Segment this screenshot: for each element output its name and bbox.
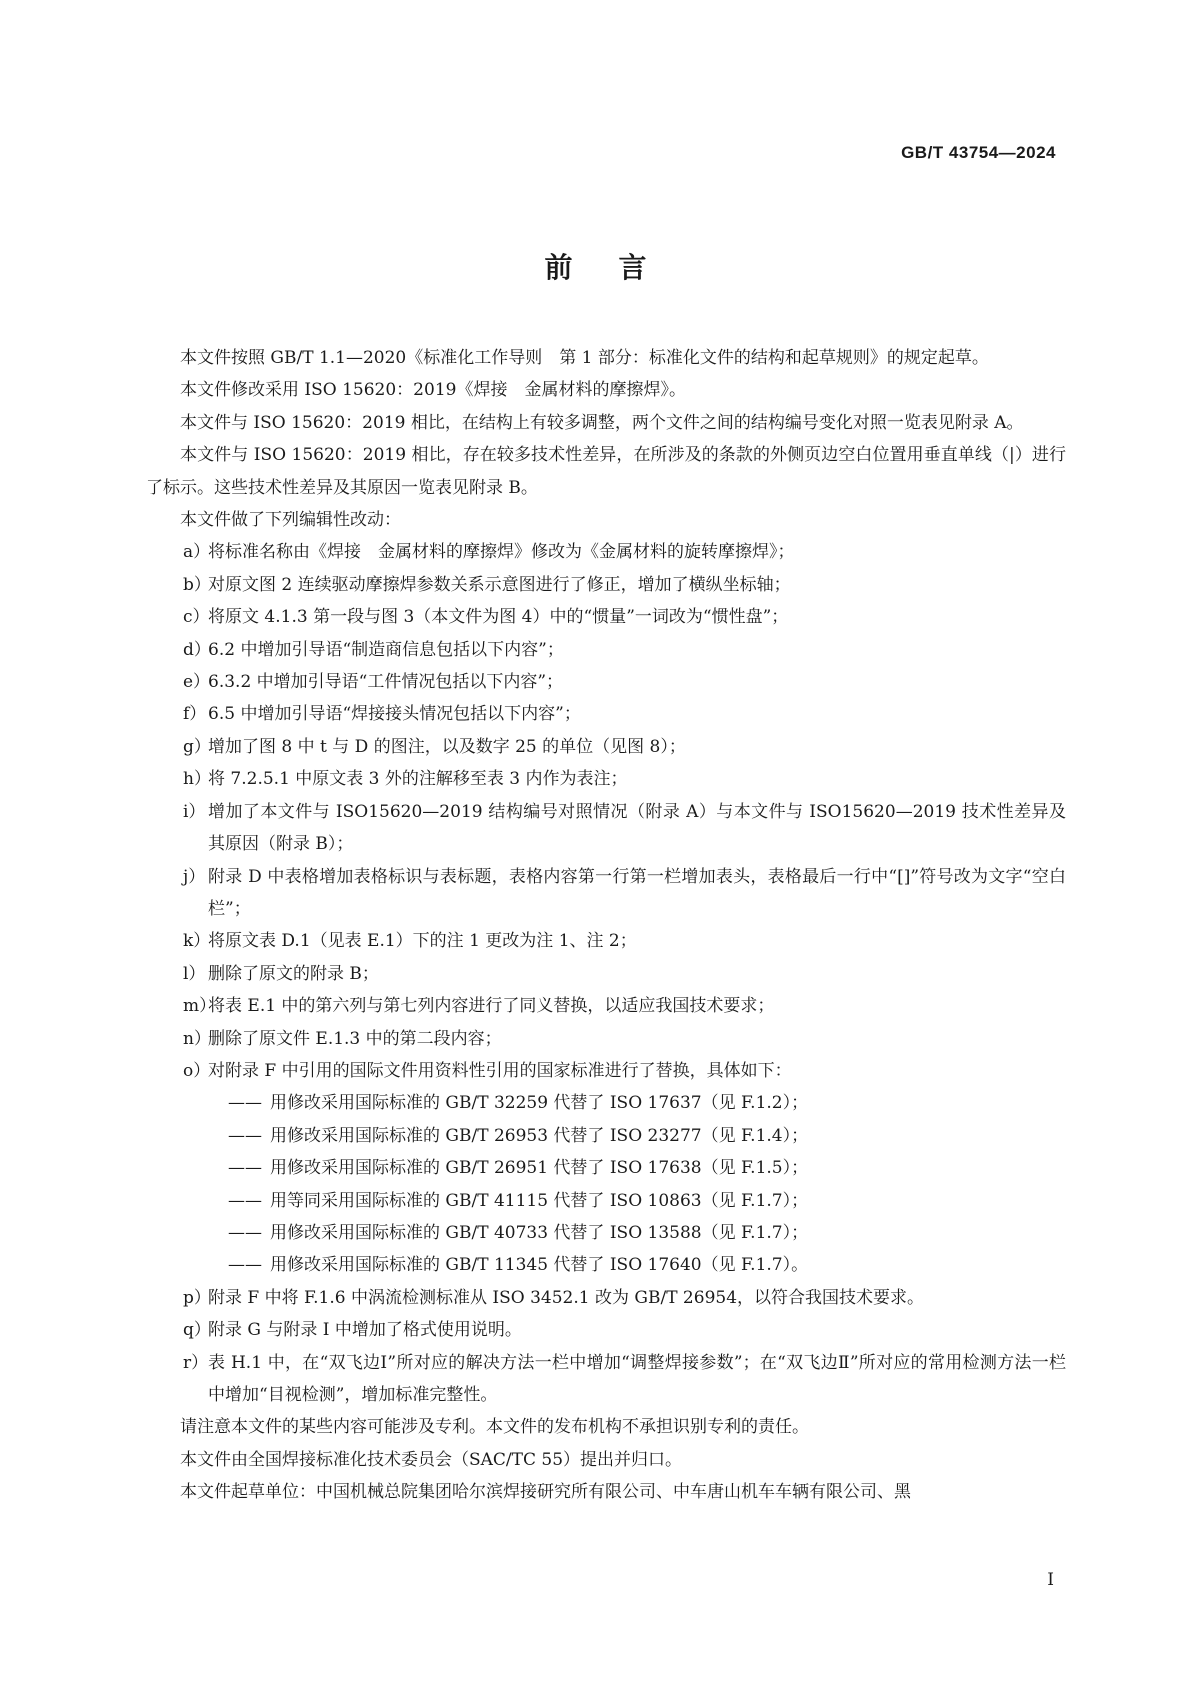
list-marker: f） xyxy=(183,704,207,725)
list-item xyxy=(146,1314,1066,1346)
list-marker: l） xyxy=(183,963,206,984)
list-item-text: 将 7.2.5.1 中原文表 3 外的注解移至表 3 内作为表注； xyxy=(208,769,628,790)
list-item-text: 将原文 4.1.3 第一段与图 3（本文件为图 4）中的“惯量”一词改为“惯性盘”； xyxy=(208,607,789,628)
list-marker: a） xyxy=(183,542,211,563)
list-item xyxy=(146,958,1066,990)
list-marker: p） xyxy=(183,1287,211,1308)
list-item-text: 对附录 F 中引用的国际文件用资料性引用的国家标准进行了替换，具体如下： xyxy=(208,1060,792,1081)
list-marker: m） xyxy=(183,996,217,1017)
replacement-item xyxy=(228,1152,1066,1184)
paragraph: 本文件与 ISO 15620：2019 相比，在结构上有较多调整，两个文件之间的结构编号变化对照一览表见附录 A。 xyxy=(180,412,1024,433)
dash-marker: —— xyxy=(228,1158,262,1179)
replacement-item xyxy=(228,1217,1066,1249)
list-marker: q） xyxy=(183,1320,211,1341)
list-item-text: 6.5 中增加引导语“焊接接头情况包括以下内容”； xyxy=(208,704,581,725)
replacement-item xyxy=(228,1185,1066,1217)
list-item xyxy=(146,925,1066,957)
replacement-item xyxy=(228,1087,1066,1119)
editorial-changes-list xyxy=(146,536,1066,1087)
list-item xyxy=(146,1282,1066,1314)
replacement-list xyxy=(146,1087,1066,1281)
list-item xyxy=(146,763,1066,795)
paragraph: 本文件修改采用 ISO 15620：2019《焊接 金属材料的摩擦焊》。 xyxy=(180,380,686,401)
replacement-text: 用修改采用国际标准的 GB/T 40733 代替了 ISO 13588（见 F.1.7）； xyxy=(270,1222,809,1243)
list-marker: j） xyxy=(183,866,206,887)
standard-number: GB/T 43754—2024 xyxy=(901,143,1056,162)
paragraph: 本文件做了下列编辑性改动： xyxy=(180,510,401,531)
list-item-text: 附录 G 与附录 I 中增加了格式使用说明。 xyxy=(208,1320,522,1341)
list-item-text: 表 H.1 中，在“双飞边Ⅰ”所对应的解决方法一栏中增加“调整焊接参数”；在“双飞边Ⅱ”所对应的常用检测方法一栏中增加“目视检测”，增加标准完整性。 xyxy=(208,1352,1066,1405)
page-number: Ⅰ xyxy=(1047,1570,1054,1590)
list-item-text: 对原文图 2 连续驱动摩擦焊参数关系示意图进行了修正，增加了横纵坐标轴； xyxy=(208,574,791,595)
replacement-text: 用修改采用国际标准的 GB/T 26951 代替了 ISO 17638（见 F.1.5）； xyxy=(270,1158,809,1179)
list-item-text: 附录 F 中将 F.1.6 中涡流检测标准从 ISO 3452.1 改为 GB/T 26954，以符合我国技术要求。 xyxy=(208,1287,925,1308)
list-item-text: 附录 D 中表格增加表格标识与表标题，表格内容第一行第一栏增加表头，表格最后一行中“[]”符号改为文字“空白栏”； xyxy=(208,866,1066,919)
list-item-text: 删除了原文的附录 B； xyxy=(208,963,379,984)
list-marker: h） xyxy=(183,769,211,790)
editorial-changes-list-continued xyxy=(146,1282,1066,1412)
dash-marker: —— xyxy=(228,1255,262,1276)
replacement-text: 用修改采用国际标准的 GB/T 32259 代替了 ISO 17637（见 F.1.2）； xyxy=(270,1093,809,1114)
list-item-text: 将标准名称由《焊接 金属材料的摩擦焊》修改为《金属材料的旋转摩擦焊》； xyxy=(208,542,795,563)
list-item xyxy=(146,536,1066,568)
list-item xyxy=(146,731,1066,763)
list-item xyxy=(146,1347,1066,1412)
dash-marker: —— xyxy=(228,1125,262,1146)
list-marker: g） xyxy=(183,736,211,757)
paragraph: 本文件按照 GB/T 1.1—2020《标准化工作导则 第 1 部分：标准化文件的结构和起草规则》的规定起草。 xyxy=(180,348,989,368)
list-item-text: 增加了本文件与 ISO15620—2019 结构编号对照情况（附录 A）与本文件与 ISO15620—2019 技术性差异及其原因（附录 B）； xyxy=(208,801,1066,855)
foreword-body xyxy=(146,342,1066,1509)
list-item xyxy=(146,634,1066,666)
list-item xyxy=(146,666,1066,698)
list-item xyxy=(146,990,1066,1022)
dash-marker: —— xyxy=(228,1190,262,1211)
list-item xyxy=(146,698,1066,730)
list-marker: i） xyxy=(183,801,206,822)
replacement-text: 用修改采用国际标准的 GB/T 11345 代替了 ISO 17640（见 F.1.7）。 xyxy=(270,1255,809,1276)
list-item-text: 6.3.2 中增加引导语“工件情况包括以下内容”； xyxy=(208,672,564,693)
paragraph: 本文件与 ISO 15620：2019 相比，存在较多技术性差异，在所涉及的条款的外侧页边空白位置用垂直单线（|）进行了标示。这些技术性差异及其原因一览表见附录 B。 xyxy=(146,445,1066,498)
page-title: 前言 xyxy=(544,251,693,284)
replacement-text: 用等同采用国际标准的 GB/T 41115 代替了 ISO 10863（见 F.1.7）； xyxy=(270,1190,809,1211)
replacement-item xyxy=(228,1120,1066,1152)
list-marker: k） xyxy=(183,931,211,952)
paragraph: 本文件起草单位：中国机械总院集团哈尔滨焊接研究所有限公司、中车唐山机车车辆有限公司、黑 xyxy=(180,1482,911,1503)
list-item xyxy=(146,1023,1066,1055)
list-marker: r） xyxy=(183,1352,209,1373)
list-marker: o） xyxy=(183,1060,211,1081)
list-marker: b） xyxy=(183,574,211,595)
replacement-text: 用修改采用国际标准的 GB/T 26953 代替了 ISO 23277（见 F.1.4）； xyxy=(270,1125,809,1146)
list-item-text: 增加了图 8 中 t 与 D 的图注，以及数字 25 的单位（见图 8）； xyxy=(208,736,686,757)
list-marker: c） xyxy=(183,607,210,628)
list-item xyxy=(146,796,1066,861)
list-item-text: 将原文表 D.1（见表 E.1）下的注 1 更改为注 1、注 2； xyxy=(208,931,637,952)
list-item-text: 6.2 中增加引导语“制造商信息包括以下内容”； xyxy=(208,639,564,660)
list-item-text: 将表 E.1 中的第六列与第七列内容进行了同义替换，以适应我国技术要求； xyxy=(208,996,775,1017)
list-item-text: 删除了原文件 E.1.3 中的第二段内容； xyxy=(208,1028,502,1049)
list-item xyxy=(146,601,1066,633)
list-item xyxy=(146,1055,1066,1087)
list-item xyxy=(146,861,1066,926)
list-marker: d） xyxy=(183,639,211,660)
list-marker: e） xyxy=(183,672,211,693)
replacement-item xyxy=(228,1249,1066,1281)
list-marker: n） xyxy=(183,1028,211,1049)
paragraph: 请注意本文件的某些内容可能涉及专利。本文件的发布机构不承担识别专利的责任。 xyxy=(180,1417,809,1438)
list-item xyxy=(146,569,1066,601)
dash-marker: —— xyxy=(228,1093,262,1114)
dash-marker: —— xyxy=(228,1222,262,1243)
paragraph: 本文件由全国焊接标准化技术委员会（SAC/TC 55）提出并归口。 xyxy=(180,1449,683,1470)
